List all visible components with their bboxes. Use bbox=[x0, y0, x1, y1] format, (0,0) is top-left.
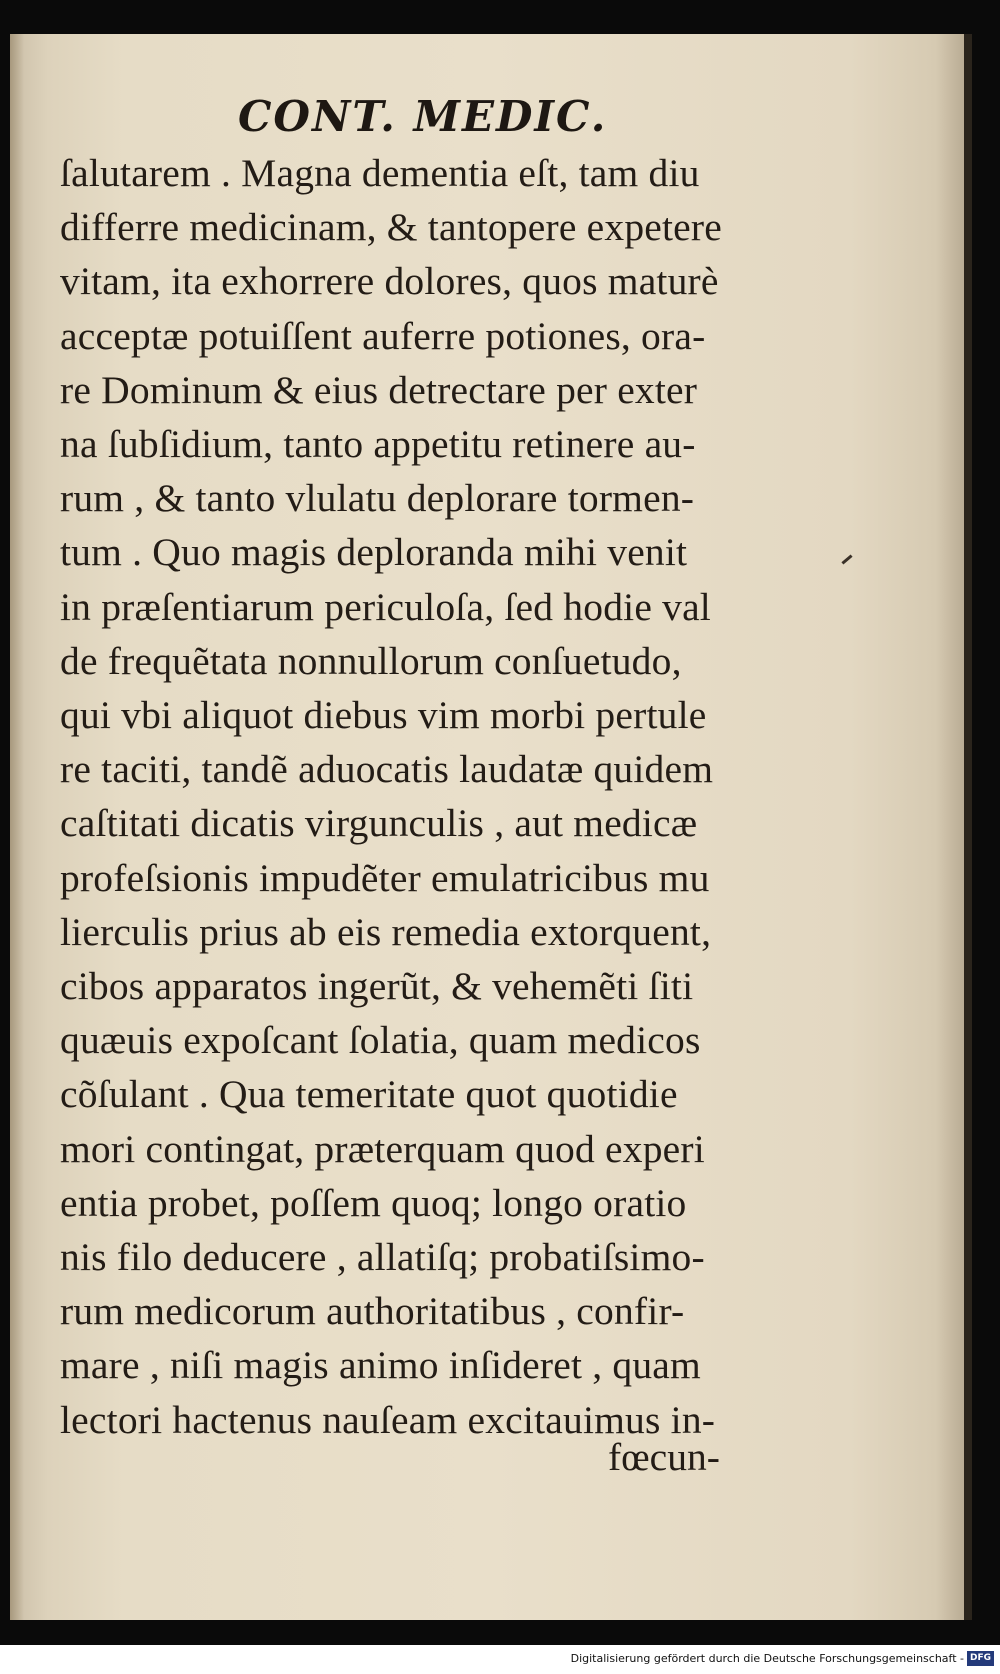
body-text bbox=[60, 146, 800, 1447]
text-line: rum medicorum authoritatibus , confir- bbox=[60, 1289, 685, 1334]
text-line: lectori hactenus nauſeam excitauimus in- bbox=[60, 1397, 716, 1442]
text-line: vitam, ita exhorrere dolores, quos maturè bbox=[60, 259, 719, 304]
text-line: cõſulant . Qua temeritate quot quotidie bbox=[60, 1072, 678, 1117]
text-line: re Dominum & eius detrectare per exter bbox=[60, 367, 698, 412]
running-head: CONT. MEDIC. bbox=[238, 92, 608, 141]
text-line: entia probet, poſſem quoq; longo oratio bbox=[60, 1180, 687, 1225]
text-line: in præſentiarum periculoſa, ſed hodie val bbox=[60, 584, 711, 629]
text-line: nis filo deducere , allatiſq; probatiſsimo- bbox=[60, 1235, 705, 1280]
footer-bar bbox=[0, 1645, 1000, 1674]
text-line: differre medicinam, & tantopere expetere bbox=[60, 205, 722, 250]
text-line: quæuis expoſcant ſolatia, quam medicos bbox=[60, 1018, 701, 1063]
text-line: acceptæ potuiſſent auferre potiones, ora- bbox=[60, 313, 706, 358]
text-line: mare , niſi magis animo inſideret , quam bbox=[60, 1343, 701, 1388]
text-line: rum , & tanto vlulatu deplorare tormen- bbox=[60, 476, 695, 521]
text-line: cibos apparatos ingerũt, & vehemẽti ſiti bbox=[60, 964, 694, 1009]
text-line: na ſubſidium, tanto appetitu retinere au- bbox=[60, 422, 696, 467]
catchword: fœcun- bbox=[608, 1435, 720, 1479]
text-line: re taciti, tandẽ aduocatis laudatæ quidem bbox=[60, 747, 714, 792]
text-line: lierculis prius ab eis remedia extorquent, bbox=[60, 909, 712, 954]
text-line: caſtitati dicatis virgunculis , aut medicæ bbox=[60, 801, 698, 846]
dfg-logo: DFG bbox=[967, 1651, 994, 1666]
text-line: de frequẽtata nonnullorum conſuetudo, bbox=[60, 638, 682, 683]
book-page bbox=[10, 34, 972, 1620]
text-line: ſalutarem . Magna dementia eſt, tam diu bbox=[60, 151, 700, 195]
footer-credit: Digitalisierung gefördert durch die Deutsche Forschungsgemeinschaft - bbox=[570, 1652, 964, 1665]
text-line: profeſsionis impudẽter emulatricibus mu bbox=[60, 855, 710, 900]
text-line: tum . Quo magis deploranda mihi venit bbox=[60, 530, 688, 575]
text-line: qui vbi aliquot diebus vim morbi pertule bbox=[60, 693, 707, 738]
text-line: mori contingat, præterquam quod experi bbox=[60, 1126, 705, 1171]
